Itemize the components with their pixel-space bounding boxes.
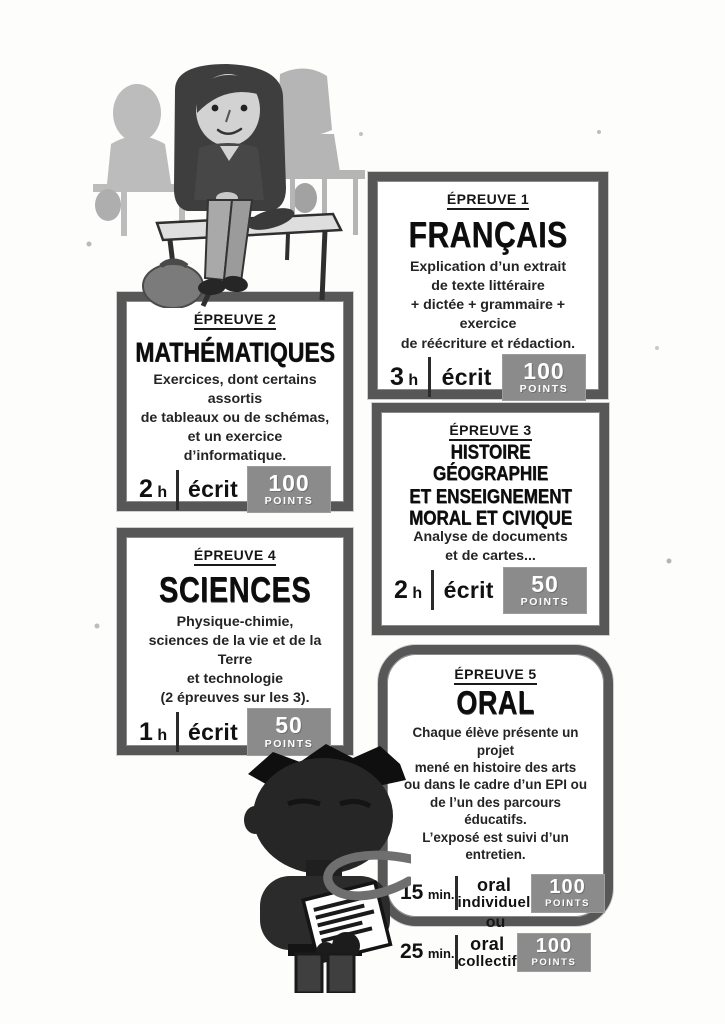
points-label: POINTS xyxy=(520,596,570,608)
backpack xyxy=(143,261,203,308)
mode-line: individuel xyxy=(457,893,531,911)
body-line: Analyse de documents xyxy=(413,529,568,546)
title-line: HISTOIRE GÉOGRAPHIE xyxy=(432,440,549,486)
epreuve-2-description xyxy=(136,371,334,466)
classroom-illustration xyxy=(75,58,375,310)
card-epreuve-3-histoire-geographie xyxy=(372,403,609,635)
body-line: mené en histoire des arts xyxy=(414,760,577,775)
epreuve-3-header: ÉPREUVE 3 xyxy=(449,422,531,441)
title-line: ET ENSEIGNEMENT xyxy=(409,484,572,508)
points-label: POINTS xyxy=(519,382,569,395)
epreuve-1-description xyxy=(387,258,589,353)
points-value: 50 xyxy=(275,712,303,739)
duration-unit: min. xyxy=(427,946,455,962)
epreuve-3-title xyxy=(391,442,590,530)
points-badge xyxy=(502,354,586,401)
body-line: de l’un des parcours éducatifs. xyxy=(430,794,561,828)
exam-mode: écrit xyxy=(187,718,239,745)
divider xyxy=(176,470,179,510)
body-line: de tableaux ou de schémas, xyxy=(140,409,330,426)
body-line: Exercices, dont certains assortis xyxy=(153,371,317,407)
exam-mode: écrit xyxy=(443,576,494,603)
duration-unit: h xyxy=(157,726,168,744)
points-badge xyxy=(531,874,605,913)
divider xyxy=(176,712,179,752)
epreuve-2-title: MATHÉMATIQUES xyxy=(135,336,335,368)
epreuve-5-header: ÉPREUVE 5 xyxy=(454,666,536,685)
exam-mode xyxy=(458,935,517,970)
body-line: + dictée + grammaire + exercice xyxy=(410,297,566,333)
exam-mode: écrit xyxy=(441,363,492,390)
points-value: 100 xyxy=(535,934,573,957)
exam-mode: écrit xyxy=(187,476,239,503)
mode-line: collectif xyxy=(457,952,517,970)
points-badge xyxy=(517,933,591,972)
body-line: (2 épreuves sur les 3). xyxy=(160,690,310,707)
epreuve-2-header: ÉPREUVE 2 xyxy=(194,311,276,330)
duration-value: 1 xyxy=(139,717,153,746)
body-line: et de cartes... xyxy=(445,548,536,565)
points-label: POINTS xyxy=(531,956,577,968)
or-separator: ou xyxy=(485,913,506,931)
girl-character xyxy=(174,64,286,296)
epreuve-4-title: SCIENCES xyxy=(158,571,312,611)
points-label: POINTS xyxy=(545,897,591,909)
duration-value: 3 xyxy=(390,362,404,391)
classroom-svg xyxy=(75,58,375,308)
points-badge xyxy=(247,466,331,513)
points-badge xyxy=(503,567,587,614)
points-label: POINTS xyxy=(264,495,314,508)
epreuve-2-stats xyxy=(136,466,334,513)
points-value: 100 xyxy=(549,875,586,898)
body-line: de réécriture et rédaction. xyxy=(400,335,576,352)
epreuve-1-stats xyxy=(387,354,589,401)
speech-bubble-tail xyxy=(316,845,411,917)
epreuve-4-header: ÉPREUVE 4 xyxy=(194,547,276,566)
duration-value: 2 xyxy=(139,475,153,504)
duration-unit: h xyxy=(412,584,423,602)
divider xyxy=(431,570,434,610)
duration-value: 25 xyxy=(400,940,424,964)
body-line: et technologie xyxy=(186,671,284,688)
duration-unit: min. xyxy=(427,887,455,903)
epreuve-3-description xyxy=(413,528,568,566)
card-epreuve-1-francais xyxy=(368,172,608,399)
duration-unit: h xyxy=(157,484,168,502)
body-line: Explication d’un extrait xyxy=(409,259,567,276)
exam-mode xyxy=(458,876,531,911)
duration-value: 2 xyxy=(394,575,408,604)
body-line: Chaque élève présente un projet xyxy=(412,725,579,758)
points-label: POINTS xyxy=(264,737,314,750)
duration xyxy=(390,363,418,392)
scan-noise-specks xyxy=(0,0,2,2)
divider xyxy=(428,357,431,397)
body-line: de texte littéraire xyxy=(431,278,545,295)
points-value: 100 xyxy=(268,469,310,496)
epreuve-5-title: ORAL xyxy=(456,684,535,721)
duration xyxy=(139,475,167,504)
duration-value: 15 xyxy=(400,881,424,905)
mode-line: oral xyxy=(476,874,512,895)
card-epreuve-4-sciences xyxy=(117,528,353,755)
duration-unit: h xyxy=(408,371,419,389)
duration xyxy=(394,576,422,605)
card-epreuve-2-mathematiques xyxy=(117,292,353,511)
body-line: L’exposé est suivi d’un entretien. xyxy=(422,829,569,863)
body-line: et un exercice d’informatique. xyxy=(183,428,287,464)
epreuve-1-header: ÉPREUVE 1 xyxy=(447,191,529,210)
mode-line: oral xyxy=(470,933,505,954)
points-value: 100 xyxy=(523,357,565,384)
epreuve-1-title: FRANÇAIS xyxy=(408,215,568,256)
title-line: MORAL ET CIVIQUE xyxy=(408,506,573,530)
epreuve-4-description xyxy=(136,613,334,708)
body-line: sciences de la vie et de la Terre xyxy=(148,633,322,669)
body-line: Physique-chimie, xyxy=(176,614,294,631)
duration xyxy=(139,718,167,747)
points-value: 50 xyxy=(531,570,559,597)
body-line: ou dans le cadre d’un EPI ou xyxy=(403,777,588,793)
epreuve-3-stats xyxy=(391,567,590,614)
speech-tail-svg xyxy=(316,845,411,917)
